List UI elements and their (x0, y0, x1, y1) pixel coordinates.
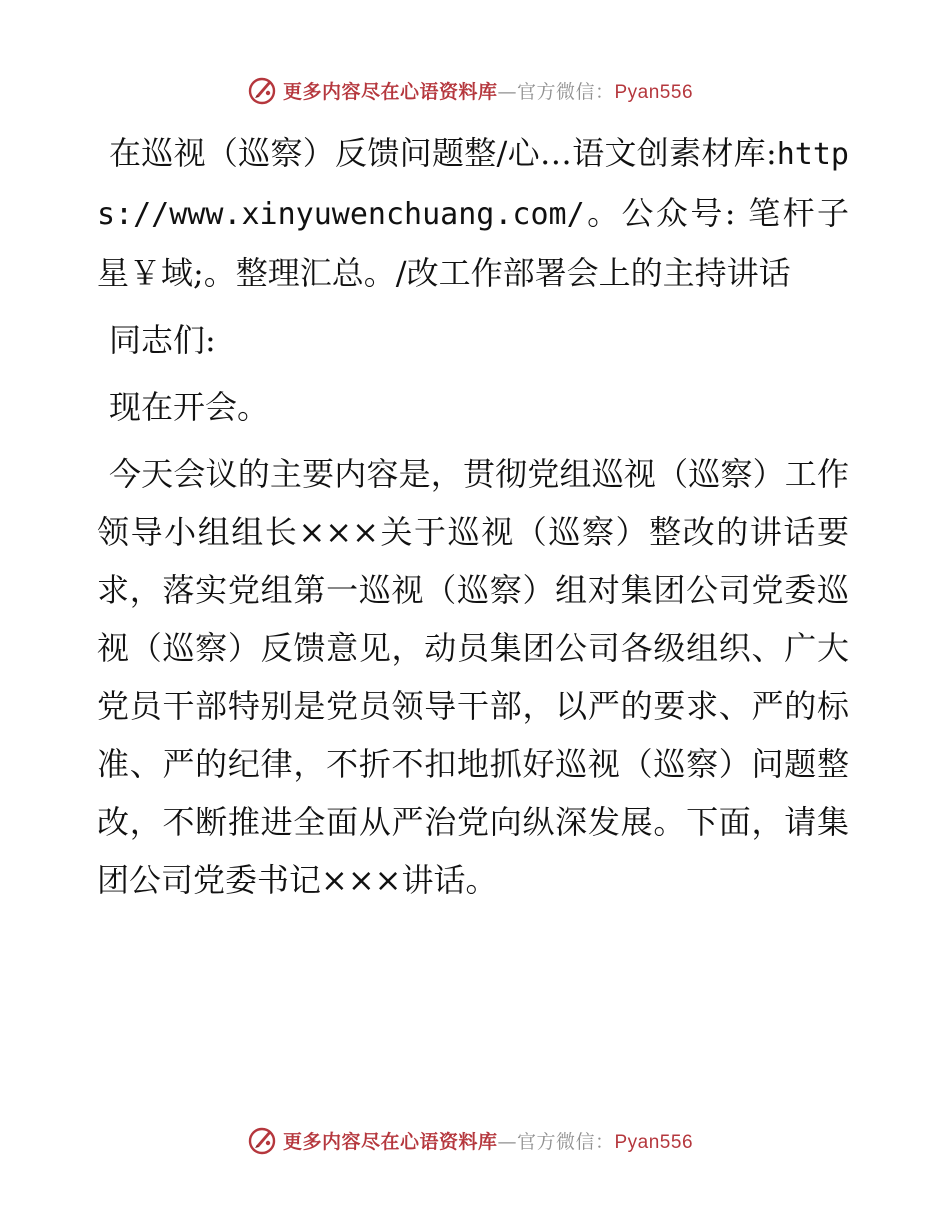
header-separator: — (497, 80, 517, 103)
salutation: 同志们: (109, 321, 216, 359)
header-brand-text: 更多内容尽在心语资料库 (282, 80, 498, 103)
quill-logo-icon (247, 1125, 277, 1155)
opening-line: 现在开会。 (109, 388, 270, 426)
quill-logo-icon (247, 75, 277, 105)
footer-banner (0, 1120, 950, 1160)
document-title (97, 124, 849, 302)
paragraph-gap (97, 302, 849, 311)
body-paragraph: 今天会议的主要内容是，贯彻党组巡视（巡察）工作领导小组组长×××关于巡视（巡察）整改的讲话要求，落实党组第一巡视（巡察）组对集团公司党委巡视（巡察）反馈意见，动员集团公司各级组织、广大党员干部特别是党员领导干部，以严的要求、严的标准、严的纪律，不折不扣地抓好巡视（巡察）问题整改，不断推进全面从严治党向纵深发展。下面，请集团公司党委书记×××讲话。 (97, 455, 849, 899)
title-url: https://www.xinyuwenchuang.com/ (97, 137, 849, 232)
header-wechat-label: 官方微信： (516, 80, 615, 103)
paragraph-gap (97, 369, 849, 378)
header-banner (0, 70, 950, 110)
paragraph-gap (97, 436, 849, 445)
footer-banner-inner (247, 1125, 693, 1155)
footer-wechat-handle: Pyan556 (614, 1131, 694, 1153)
header-banner-inner (247, 75, 693, 105)
header-banner-text (283, 77, 693, 104)
footer-brand-text: 更多内容尽在心语资料库 (282, 1130, 498, 1153)
header-wechat-handle: Pyan556 (614, 81, 694, 103)
footer-wechat-label: 官方微信： (516, 1130, 615, 1153)
title-part-2: 。公众号: 笔杆子星￥域;。整理汇总。/改工作部署会上的主持讲话 (97, 194, 849, 292)
footer-banner-text (283, 1127, 693, 1154)
footer-separator: — (497, 1130, 517, 1153)
document-content (97, 124, 849, 909)
title-part-1: 在巡视（巡察）反馈问题整/心…语文创素材库: (109, 134, 777, 172)
